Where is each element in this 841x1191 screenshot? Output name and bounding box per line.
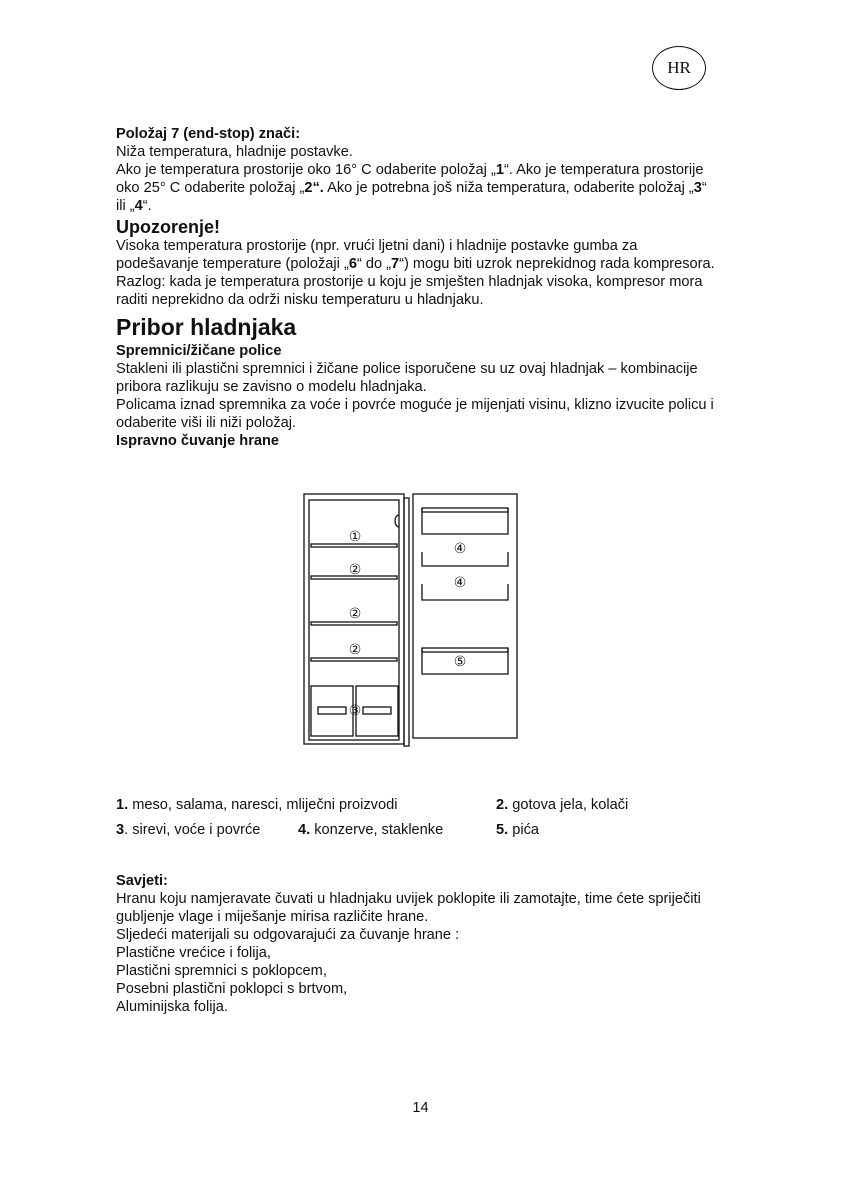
position7-heading: Položaj 7 (end-stop) znači: [116, 126, 301, 142]
tips-item: Aluminijska folija. [116, 999, 228, 1015]
label-5: ⑤ [453, 654, 467, 670]
legend-item-2: 2. gotova jela, kolači [496, 797, 629, 813]
position7-line: Niža temperatura, hladnije postavke. [116, 144, 353, 160]
label-1: ① [348, 529, 362, 545]
legend-item-5: 5. pića [496, 822, 539, 838]
position7-paragraph: Ako je temperatura prostorije oko 16° C odaberite položaj „1“. Ako je temperatura prostorije oko 25° C odaberite položaj „2“. Ako je potrebna još niža temperatura, odaberite položaj „3“ ili „4“. [116, 162, 707, 214]
fridge-diagram [300, 490, 520, 750]
legend-item-3: 3. sirevi, voće i povrće [116, 822, 261, 838]
tips-heading: Savjeti: [116, 873, 168, 889]
label-2a: ② [348, 562, 362, 578]
legend-item-1: 1. meso, salama, naresci, mliječni proizvodi [116, 797, 398, 813]
label-2b: ② [348, 606, 362, 622]
warning-reason: Razlog: kada je temperatura prostorije u koju je smješten hladnjak visoka, kompresor mora raditi neprekidno da održi nisku temperaturu u hladnjaku. [116, 274, 703, 308]
storage-subheading: Ispravno čuvanje hrane [116, 433, 280, 449]
warning-heading: Upozorenje! [116, 217, 221, 237]
main-text [116, 125, 716, 450]
legend-item-4: 4. konzerve, staklenke [298, 822, 444, 838]
page-number: 14 [412, 1100, 429, 1116]
shelves-paragraph: Policama iznad spremnika za voće i povrće moguće je mijenjati visinu, klizno izvucite policu i odaberite viši ili niži položaj. [116, 397, 714, 431]
label-2c: ② [348, 642, 362, 658]
label-4b: ④ [453, 575, 467, 591]
label-4a: ④ [453, 541, 467, 557]
warning-paragraph: Visoka temperatura prostorije (npr. vrući ljetni dani) i hladnije postavke gumba za podešavanje temperature (položaji „6“ do „7“) mogu biti uzrok neprekidnog rada kompresora. [116, 238, 715, 272]
containers-subheading: Spremnici/žičane police [116, 343, 282, 359]
accessories-heading: Pribor hladnjaka [116, 314, 297, 340]
tips-paragraph: Hranu koju namjeravate čuvati u hladnjaku uvijek poklopite ili zamotajte, time ćete spriječiti gubljenje vlage i miješanje mirisa različite hrane. [116, 891, 701, 925]
tips-section [116, 872, 736, 1016]
containers-paragraph: Stakleni ili plastični spremnici i žičane police isporučene su uz ovaj hladnjak – kombinacije pribora razlikuju se zavisno o modelu hladnjaka. [116, 361, 698, 395]
label-3: ③ [348, 703, 362, 719]
tips-item: Sljedeći materijali su odgovarajući za čuvanje hrane : [116, 927, 460, 943]
language-badge: HR [652, 46, 706, 90]
tips-item: Plastične vrećice i folija, [116, 945, 271, 961]
tips-item: Posebni plastični poklopci s brtvom, [116, 981, 348, 997]
tips-item: Plastični spremnici s poklopcem, [116, 963, 327, 979]
